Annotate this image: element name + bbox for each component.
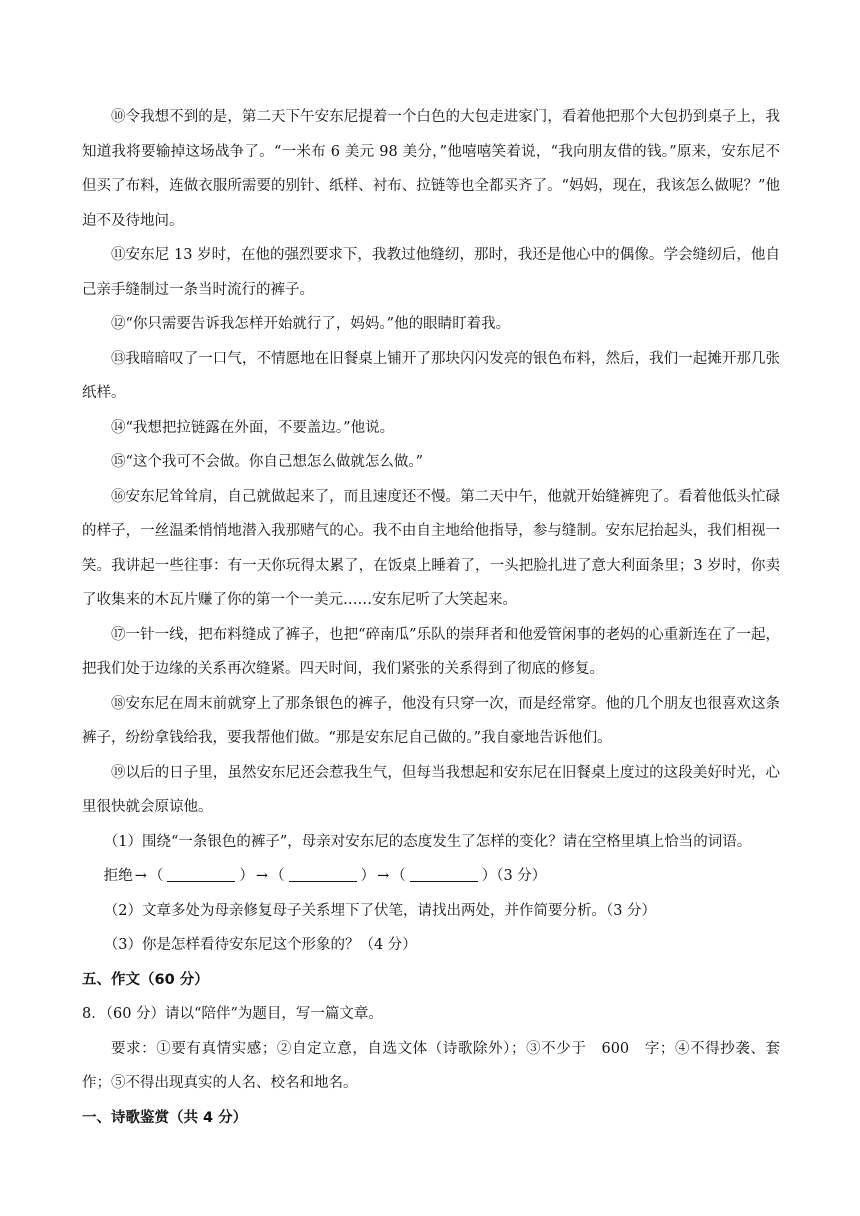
paragraph-17: ⑰一针一线，把布料缝成了裤子，也把“碎南瓜”乐队的崇拜者和他爱管闲事的老妈的心重新连在了一起，把我们处于边缘的关系再次缝紧。四天时间，我们紧张的关系得到了彻底的修复。 bbox=[82, 626, 780, 677]
blank-field-3[interactable] bbox=[410, 865, 478, 882]
bracket-open: （ bbox=[391, 868, 406, 884]
paragraph-12: ⑫“你只需要告诉我怎样开始就行了，妈妈。”他的眼睛盯着我。 bbox=[111, 316, 511, 332]
arrow-icon: → bbox=[255, 868, 269, 884]
bracket-close: ） bbox=[239, 868, 254, 884]
arrow-icon: → bbox=[134, 868, 147, 884]
paragraph-10: ⑩令我想不到的是，第二天下午安东尼提着一个白色的大包走进家门，看着他把那个大包扔到桌子上，我知道我将要输掉这场战争了。“一米布 6 美元 98 美分，”他嘻嘻笑着说，“我向朋友借的钱。”原来，安东尼不但买了布料，连做衣服所需要的别针、纸样、衬布、拉链等也全都买齐了。“妈妈，现在，我该怎么做呢？”他迫不及待地问。 bbox=[82, 109, 780, 229]
question-1: （1）围绕“一条银色的裤子”，母亲对安东尼的态度发生了怎样的变化？请在空格里填上恰当的词语。 bbox=[103, 833, 752, 850]
paragraph-18: ⑱安东尼在周末前就穿上了那条银色的裤子，他没有只穿一次，而是经常穿。他的几个朋友也很喜欢这条裤子，纷纷拿钱给我，要我帮他们做。“那是安东尼自己做的。”我自豪地告诉他们。 bbox=[82, 695, 780, 746]
bracket-open: （ bbox=[148, 868, 164, 884]
question-3: （3）你是怎样看待安东尼这个形象的？（4 分） bbox=[103, 937, 417, 953]
document-page bbox=[82, 100, 780, 1135]
section-5-heading: 五、作文（60 分） bbox=[82, 971, 209, 988]
question-2: （2）文章多处为母亲修复母子关系埋下了伏笔，请找出两处，并作简要分析。（3 分） bbox=[103, 902, 657, 919]
paragraph-16: ⑯安东尼耸耸肩，自己就做起来了，而且速度还不慢。第二天中午，他就开始缝裤兜了。看着他低头忙碌的样子，一丝温柔悄悄地潜入我那赌气的心。我不由自主地给他指导，参与缝制。安东尼抬起头，我们相视一笑。我讲起一些往事：有一天你玩得太累了，在饭桌上睡着了，一头把脸扎进了意大利面条里；3 岁时，你卖了收集来的木瓦片赚了你的第一个一美元……安东尼听了大笑起来。 bbox=[82, 488, 780, 608]
blank-field-2[interactable] bbox=[289, 865, 357, 882]
paragraph-11: ⑪安东尼 13 岁时，在他的强烈要求下，我教过他缝纫，那时，我还是他心中的偶像。学会缝纫后，他自己亲手缝制过一条当时流行的裤子。 bbox=[82, 247, 780, 298]
paragraph-15: ⑮“这个我可不会做。你自己想怎么做就怎么做。” bbox=[111, 454, 424, 470]
paragraph-13: ⑬我暗暗叹了一口气，不情愿地在旧餐桌上铺开了那块闪闪发亮的银色布料，然后，我们一起摊开那几张纸样。 bbox=[82, 350, 780, 401]
score-label: （3 分） bbox=[496, 868, 547, 884]
bracket-open: （ bbox=[270, 868, 285, 884]
paragraph-14: ⑭“我想把拉链露在外面，不要盖边。”他说。 bbox=[111, 419, 395, 436]
question-1-fill-line bbox=[82, 859, 780, 894]
blank-field-1[interactable] bbox=[167, 865, 235, 882]
bracket-close: ） bbox=[360, 868, 376, 884]
fill-start-word: 拒绝 bbox=[103, 868, 133, 884]
arrow-icon: → bbox=[377, 868, 390, 884]
essay-requirements: 要求：①要有真情实感；②自定立意，自选文体（诗歌除外）；③不少于 600 字；④不得抄袭、套作；⑤不得出现真实的人名、校名和地名。 bbox=[82, 1040, 780, 1091]
paragraph-19: ⑲以后的日子里，虽然安东尼还会惹我生气，但每当我想起和安东尼在旧餐桌上度过的这段美好时光，心里很快就会原谅他。 bbox=[82, 764, 780, 815]
essay-task: 8．（60 分）请以“陪伴”为题目，写一篇文章。 bbox=[82, 1006, 383, 1022]
bracket-close: ） bbox=[481, 868, 497, 884]
section-1-heading: 一、诗歌鉴赏（共 4 分） bbox=[82, 1109, 248, 1126]
